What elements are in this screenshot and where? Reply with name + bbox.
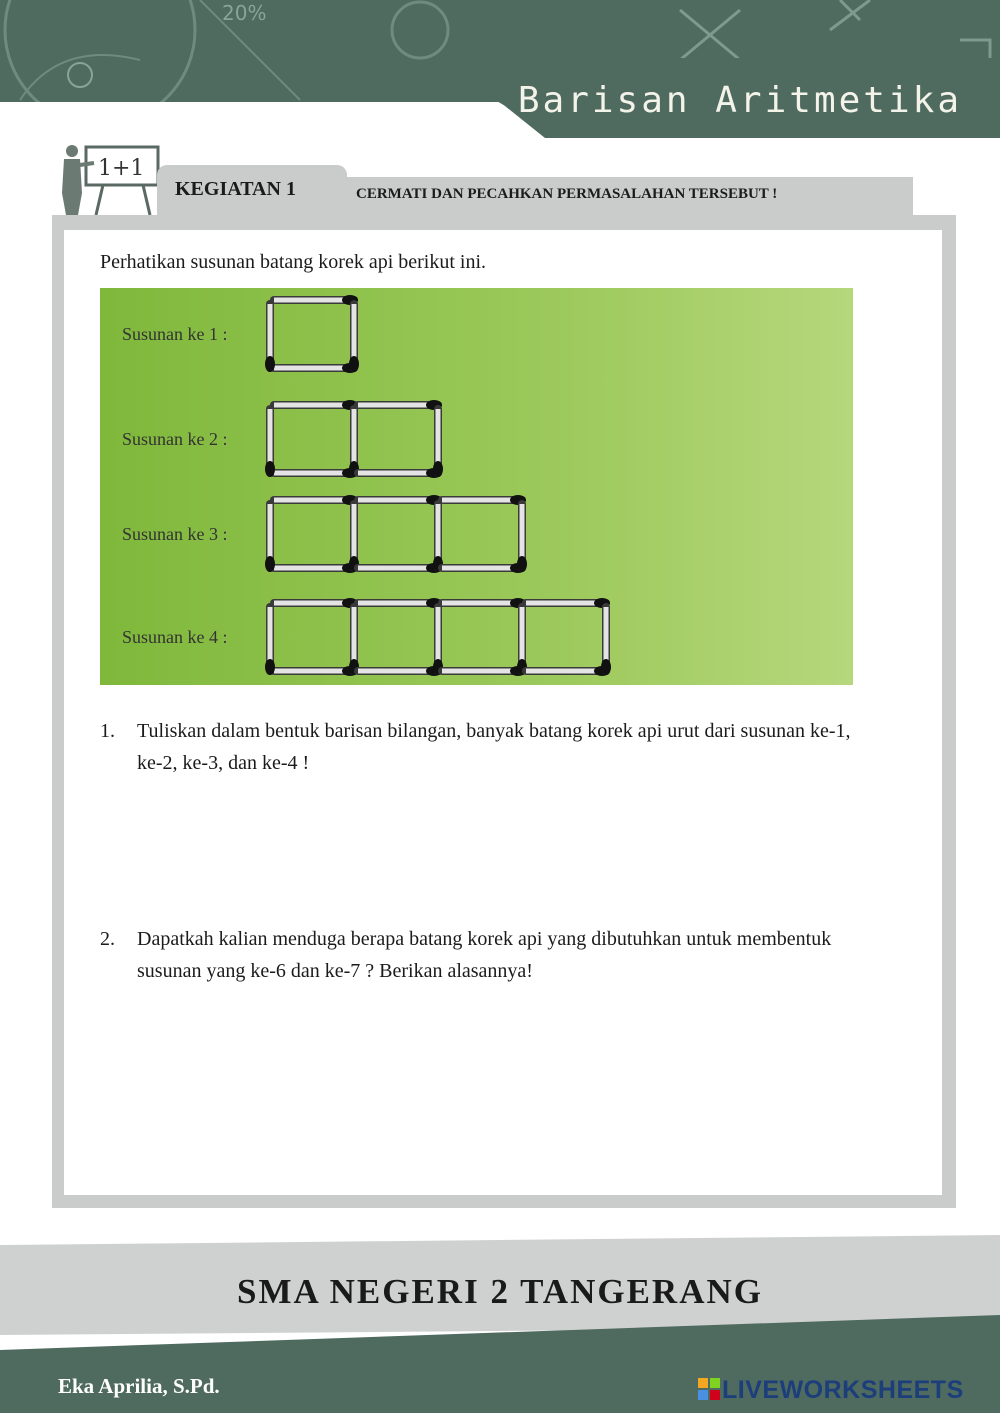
matchstick	[517, 607, 527, 675]
board-text: 1+1	[98, 156, 145, 181]
matchstick	[274, 468, 358, 478]
arrangement-label: Susunan ke 3 :	[122, 524, 228, 544]
figure-background	[100, 288, 853, 685]
matchstick	[358, 495, 442, 505]
matchstick	[442, 598, 526, 608]
matchstick	[526, 598, 610, 608]
author-name: Eka Aprilia, S.Pd.	[58, 1374, 220, 1398]
matchstick	[358, 598, 442, 608]
matchstick	[433, 607, 443, 675]
page-title: Barisan Aritmetika	[517, 80, 962, 121]
question-2-text: Dapatkah kalian menduga berapa batang korek api yang dibutuhkan untuk membentuk susunan yang ke-6 dan ke-7 ? Berikan alasannya!	[137, 928, 832, 982]
matchstick	[601, 607, 611, 675]
matchstick	[442, 563, 526, 573]
matchstick	[358, 666, 442, 676]
teacher-board-icon	[58, 143, 163, 215]
matchstick	[442, 666, 526, 676]
chalk-text: 20%	[222, 1, 267, 25]
matchstick	[358, 563, 442, 573]
arrangement-label: Susunan ke 1 :	[122, 324, 228, 344]
matchstick	[274, 666, 358, 676]
matchstick	[433, 504, 443, 572]
brand-name[interactable]: LIVEWORKSHEETS	[722, 1376, 964, 1404]
matchstick	[265, 504, 275, 572]
question-2-number: 2.	[100, 928, 115, 950]
matchstick	[517, 504, 527, 572]
matchstick	[349, 409, 359, 477]
activity-label: KEGIATAN 1	[175, 178, 296, 200]
matchstick	[349, 304, 359, 372]
matchstick	[526, 666, 610, 676]
matchstick	[265, 304, 275, 372]
activity-subtitle: CERMATI DAN PECAHKAN PERMASALAHAN TERSEBUT !	[356, 186, 778, 202]
arrangement-label: Susunan ke 4 :	[122, 627, 228, 647]
matchstick	[442, 495, 526, 505]
question-1	[100, 715, 880, 785]
matchstick	[274, 363, 358, 373]
question-2	[100, 923, 880, 993]
matchstick	[274, 563, 358, 573]
arrangement-label: Susunan ke 2 :	[122, 429, 228, 449]
matchstick	[274, 295, 358, 305]
question-1-number: 1.	[100, 720, 115, 742]
matchstick-figure	[100, 288, 853, 685]
matchstick	[349, 607, 359, 675]
matchstick	[349, 504, 359, 572]
matchstick	[274, 495, 358, 505]
question-1-text: Tuliskan dalam bentuk barisan bilangan, banyak batang korek api urut dari susunan ke-1, ke-2, ke-3, dan ke-4 !	[137, 720, 851, 774]
matchstick	[265, 607, 275, 675]
liveworksheets-logo-icon	[698, 1378, 720, 1400]
matchstick	[358, 400, 442, 410]
matchstick	[274, 400, 358, 410]
intro-text: Perhatikan susunan batang korek api berikut ini.	[100, 251, 487, 273]
matchstick	[358, 468, 442, 478]
school-name: SMA NEGERI 2 TANGERANG	[237, 1272, 763, 1311]
matchstick	[433, 409, 443, 477]
matchstick	[274, 598, 358, 608]
matchstick	[265, 409, 275, 477]
